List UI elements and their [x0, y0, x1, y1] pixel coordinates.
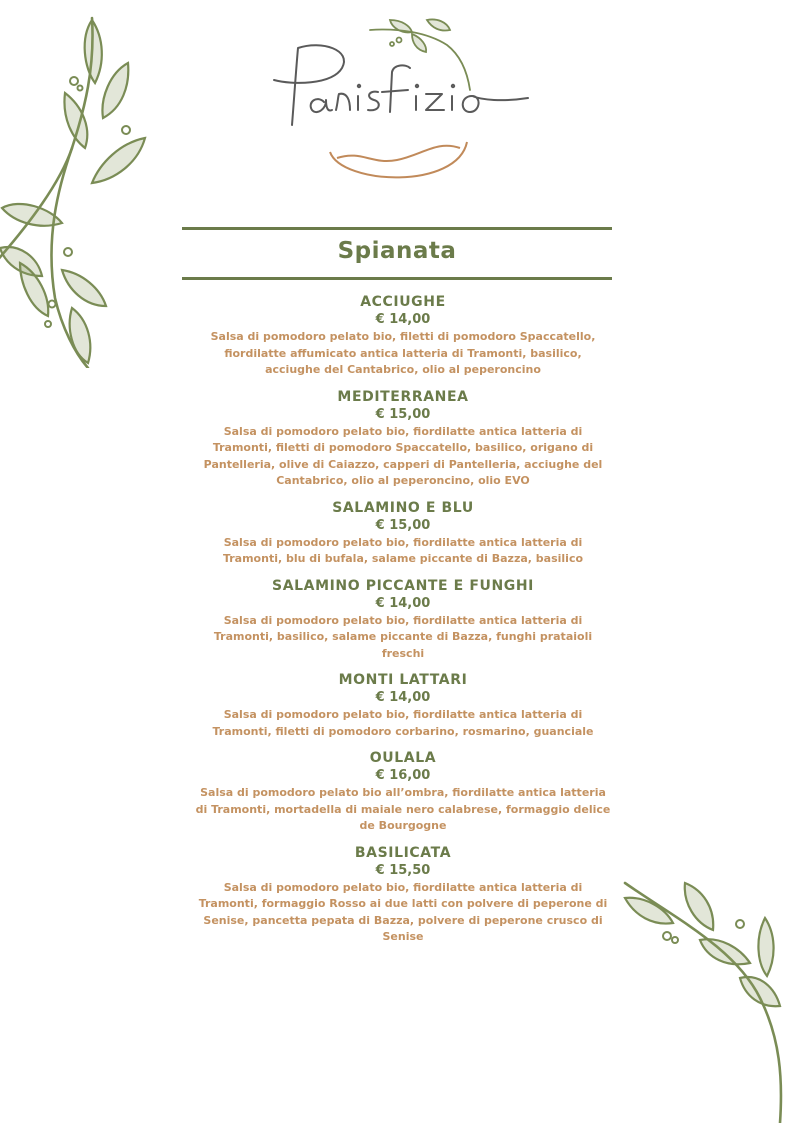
- menu-list: [193, 293, 613, 955]
- item-name: MEDITERRANEA: [337, 388, 469, 405]
- menu-item: [193, 499, 613, 568]
- item-name: SALAMINO PICCANTE E FUNGHI: [272, 577, 534, 594]
- item-price: € 14,00: [375, 690, 431, 705]
- menu-item: [193, 577, 613, 663]
- olive-branch-icon: [0, 8, 150, 368]
- item-description: Salsa di pomodoro pelato bio, fiordilatte antica latteria di Tramonti, filetti di pomodoro corbarino, rosmarino, guanciale: [212, 708, 594, 738]
- menu-item: [193, 844, 613, 946]
- item-description: Salsa di pomodoro pelato bio, fiordilatte antica latteria di Tramonti, filetti di pomodoro Spaccatello, basilico, origano di Pantelleria, olive di Caiazzo, capperi di Pantelleria, acciughe del Cantabrico, olio al peperoncino, olio EVO: [203, 424, 603, 487]
- olive-branch-icon: [615, 878, 794, 1123]
- item-price: € 14,00: [375, 595, 431, 611]
- menu-item: [193, 749, 613, 835]
- menu-item: [193, 671, 613, 740]
- item-description: Salsa di pomodoro pelato bio all’ombra, fiordilatte antica latteria di Tramonti, mortadella di maiale nero calabrese, formaggio delice de Bourgogne: [195, 786, 611, 832]
- section-divider-top: [182, 227, 612, 230]
- section-title: Spianata: [337, 238, 457, 264]
- item-name: OULALA: [369, 750, 437, 766]
- menu-item: [193, 388, 613, 490]
- item-price: € 15,00: [375, 406, 431, 422]
- item-name: SALAMINO E BLU: [332, 499, 474, 516]
- item-price: € 16,00: [375, 768, 431, 783]
- menu-item: [193, 293, 613, 379]
- item-name: BASILICATA: [354, 844, 452, 861]
- item-description: Salsa di pomodoro pelato bio, fiordilatte antica latteria di Tramonti, basilico, salame piccante di Bazza, funghi prataioli freschi: [213, 613, 593, 660]
- item-price: € 15,00: [375, 517, 431, 533]
- logo-wordmark: [272, 40, 532, 130]
- item-name: ACCIUGHE: [360, 294, 446, 310]
- item-name: MONTI LATTARI: [338, 672, 468, 688]
- item-price: € 14,00: [375, 312, 431, 327]
- item-description: Salsa di pomodoro pelato bio, fiordilatte antica latteria di Tramonti, blu di bufala, salame piccante di Bazza, basilico: [222, 535, 584, 565]
- section-divider-bottom: [182, 277, 612, 280]
- item-description: Salsa di pomodoro pelato bio, filetti di pomodoro Spaccatello, fiordilatte affumicato antica latteria di Tramonti, basilico, acciughe del Cantabrico, olio al peperoncino: [210, 330, 596, 376]
- brand-logo: [262, 10, 537, 190]
- item-price: € 15,50: [375, 862, 431, 878]
- item-description: Salsa di pomodoro pelato bio, fiordilatte antica latteria di Tramonti, formaggio Rosso ai due latti con polvere di peperone di Senise, pancetta pepata di Bazza, polvere di peperone crusco di Senise: [198, 880, 608, 943]
